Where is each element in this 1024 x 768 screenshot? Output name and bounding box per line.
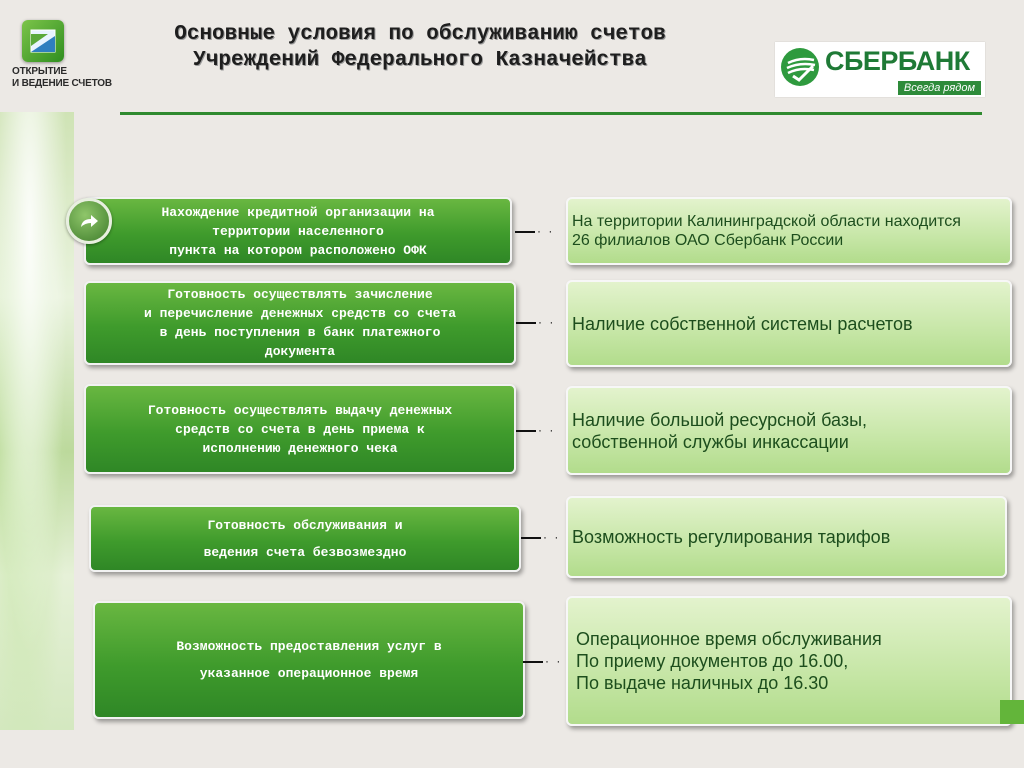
response-text-2: Наличие собственной системы расчетов xyxy=(572,313,913,334)
connector-line-2 xyxy=(516,322,536,324)
section-caption xyxy=(12,66,112,90)
requirement-text-1: Нахождение кредитной организации на территории населенного пункта на котором расположено ОФК xyxy=(161,204,435,258)
requirement-text-4: Готовность обслуживания и ведения счета безвозмездно xyxy=(203,517,407,560)
connector-dots-4: · · xyxy=(543,530,561,544)
response-box-2 xyxy=(566,280,1012,367)
requirement-text-3: Готовность осуществлять выдачу денежных средств со счета в день приема к исполнению денежного чека xyxy=(147,402,453,456)
response-box-3 xyxy=(566,386,1012,475)
response-box-5 xyxy=(566,596,1012,726)
sberbank-logo xyxy=(775,42,985,97)
requirement-box-3 xyxy=(84,384,516,474)
requirement-box-1 xyxy=(84,197,512,265)
bank-name: СБЕРБАНК xyxy=(825,46,970,76)
sberbank-logo-icon xyxy=(779,46,821,88)
section-caption-line2: И ВЕДЕНИЕ СЧЕТОВ xyxy=(12,78,112,89)
arrow-right-icon xyxy=(66,198,112,244)
decorative-left-strip xyxy=(0,112,74,730)
requirement-box-2 xyxy=(84,281,516,365)
requirement-text-2: Готовность осуществлять зачисление и перечисление денежных средств со счета в день поступления в банк платежного документа xyxy=(143,287,457,359)
page-title xyxy=(100,22,740,74)
requirement-text-5: Возможность предоставления услуг в указанное операционное время xyxy=(176,639,442,681)
connector-dots-2: · · xyxy=(538,315,556,329)
page-title-line2: Учреждений Федерального Казначейства xyxy=(193,49,647,72)
connector-dots-3: · · xyxy=(538,423,556,437)
connector-line-3 xyxy=(516,430,536,432)
response-text-1: На территории Калининградской области находится 26 филиалов ОАО Сбербанк России xyxy=(572,213,961,249)
requirement-box-5 xyxy=(93,601,525,719)
connector-dots-1: · · xyxy=(537,224,555,238)
decorative-corner-tab xyxy=(1000,700,1024,724)
response-box-4 xyxy=(566,496,1007,578)
connector-line-4 xyxy=(521,537,541,539)
response-text-3: Наличие большой ресурсной базы, собственной службы инкассации xyxy=(572,409,868,452)
connector-line-1 xyxy=(515,231,535,233)
response-box-1 xyxy=(566,197,1012,265)
section-caption-line1: ОТКРЫТИЕ xyxy=(12,66,67,77)
document-icon xyxy=(22,20,64,62)
header-divider xyxy=(120,112,982,115)
connector-line-5 xyxy=(523,661,543,663)
connector-dots-5: · · xyxy=(545,654,563,668)
response-text-5: Операционное время обслуживания По приему документов до 16.00, По выдаче наличных до 16.30 xyxy=(576,629,882,693)
bank-slogan: Всегда рядом xyxy=(898,81,981,95)
requirement-box-4 xyxy=(89,505,521,572)
response-text-4: Возможность регулирования тарифов xyxy=(572,527,891,547)
page-title-line1: Основные условия по обслуживанию счетов xyxy=(174,23,666,46)
